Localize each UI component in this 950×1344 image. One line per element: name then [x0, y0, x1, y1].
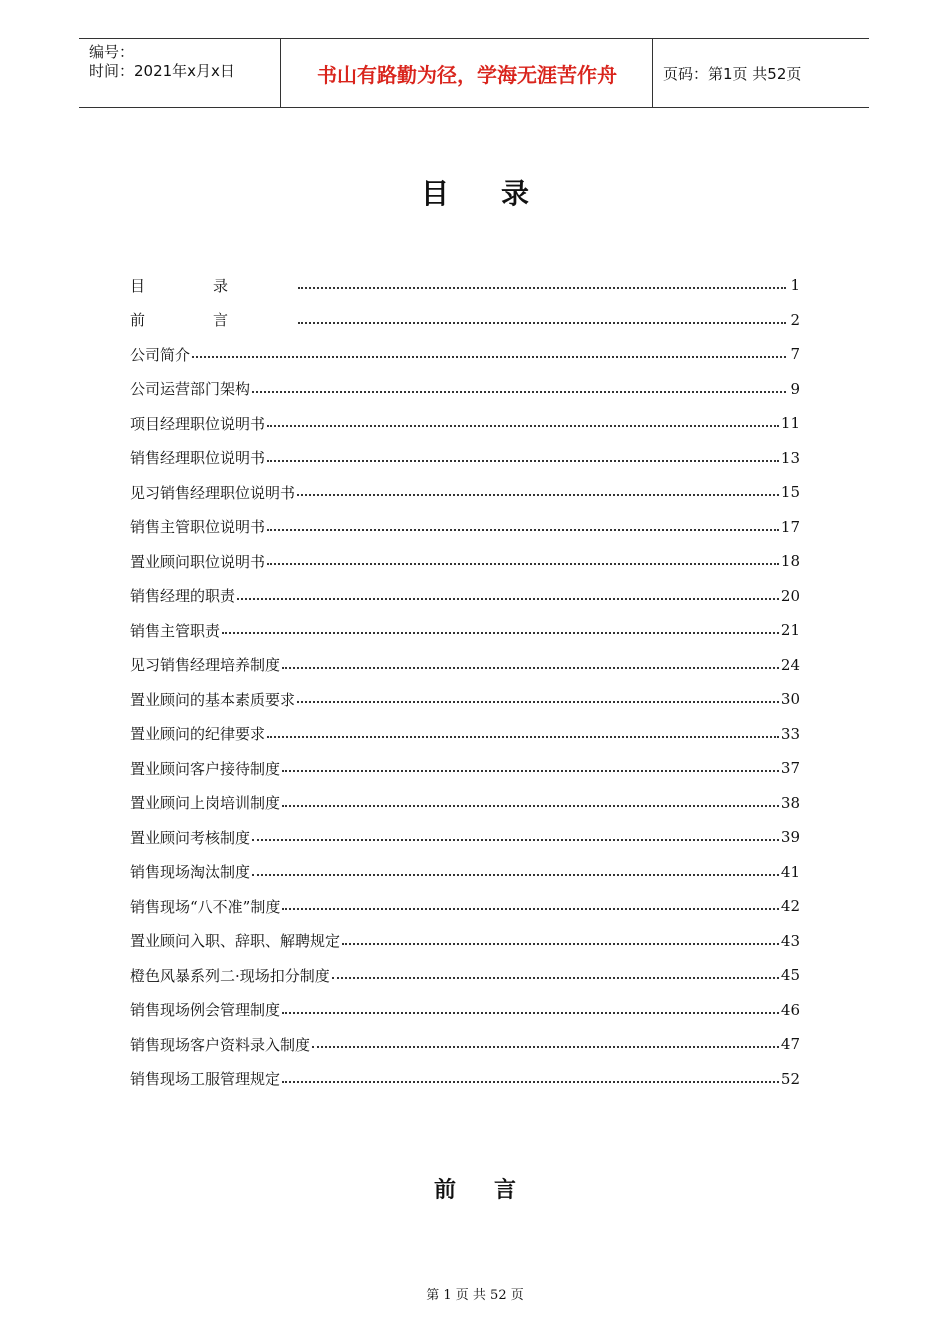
section-title-preface: 前言: [433, 1177, 554, 1203]
toc-leader-dots: [332, 977, 779, 979]
toc-leader-dots: [282, 770, 779, 772]
toc-entry-title: 公司简介: [130, 345, 191, 364]
toc-leader-dots: [267, 529, 779, 531]
toc-entry-page: 21: [780, 621, 800, 640]
toc-entry[interactable]: [130, 855, 800, 890]
toc-leader-dots: [267, 563, 779, 565]
toc-leader-dots: [312, 1046, 779, 1048]
toc-entry-title: 置业顾问考核制度: [130, 828, 251, 847]
toc-leader-dots: [282, 908, 779, 910]
toc-entry-title: 销售主管职责: [130, 621, 221, 640]
document-number-label: 编号：: [89, 43, 135, 61]
toc-title: 目录: [420, 177, 581, 210]
toc-leader-dots: [192, 356, 786, 358]
toc-leader-dots: [237, 598, 779, 600]
toc-entry-page: 37: [780, 759, 800, 778]
toc-leader-dots: [282, 805, 779, 807]
toc-entry-page: 38: [780, 793, 800, 812]
toc-leader-dots: [267, 460, 779, 462]
header-middle-cell: [281, 39, 653, 107]
toc-entry[interactable]: [130, 441, 800, 476]
toc-leader-dots: [297, 494, 779, 496]
toc-entry-page: 24: [780, 655, 800, 674]
toc-entry-page: 52: [780, 1069, 800, 1088]
toc-entry-page: 18: [780, 552, 800, 571]
toc-entry-page: 1: [790, 276, 800, 295]
toc-leader-dots: [252, 874, 779, 876]
toc-entry-title: 销售经理的职责: [130, 587, 236, 606]
toc-entry-title: 销售现场工服管理规定: [130, 1070, 281, 1089]
toc-leader-dots: [282, 667, 779, 669]
toc-entry-title: 销售现场“八不准”制度: [130, 897, 281, 916]
toc-entry[interactable]: [130, 786, 800, 821]
toc-entry-title: 销售主管职位说明书: [130, 518, 266, 537]
toc-entry-page: 30: [780, 690, 800, 709]
page-footer: 第 1 页 共 52 页: [426, 1288, 524, 1303]
toc-entry-title: 销售现场例会管理制度: [130, 1001, 281, 1020]
toc-entry-page: 33: [780, 724, 800, 743]
toc-entry[interactable]: [130, 475, 800, 510]
toc-entry-page: 41: [780, 862, 800, 881]
toc-entry[interactable]: [130, 303, 800, 338]
header-right-cell: [653, 39, 869, 107]
document-time-label: 时间：2021年x月x日: [89, 62, 235, 80]
toc-entry-title: 置业顾问的基本素质要求: [130, 690, 296, 709]
toc-entry[interactable]: [130, 544, 800, 579]
toc-entry[interactable]: [130, 717, 800, 752]
toc-entry[interactable]: [130, 924, 800, 959]
toc-entry-page: 11: [780, 414, 800, 433]
toc-entry-page: 2: [790, 310, 800, 329]
toc-entry[interactable]: [130, 751, 800, 786]
toc-entry-page: 45: [780, 966, 800, 985]
toc-entry[interactable]: [130, 372, 800, 407]
header-page-info: 页码：第1页 共52页: [663, 65, 802, 83]
header-left-cell: [79, 39, 281, 107]
header-motto: 书山有路勤为径，学海无涯苦作舟: [317, 63, 617, 87]
toc-entry-title: 见习销售经理培养制度: [130, 656, 281, 675]
toc-leader-dots: [252, 839, 779, 841]
toc-entry[interactable]: [130, 889, 800, 924]
toc-leader-dots: [297, 701, 779, 703]
toc-leader-dots: [267, 736, 779, 738]
toc-leader-dots: [298, 322, 786, 324]
toc-entry-page: 7: [790, 345, 800, 364]
toc-entry-page: 20: [780, 586, 800, 605]
toc-entry-page: 17: [780, 517, 800, 536]
toc-entry[interactable]: [130, 268, 800, 303]
toc-entry-title: 见习销售经理职位说明书: [130, 483, 296, 502]
toc-leader-dots: [298, 287, 786, 289]
toc-entry-title: 销售现场淘汰制度: [130, 863, 251, 882]
toc-entry-page: 13: [780, 448, 800, 467]
toc-entry[interactable]: [130, 648, 800, 683]
toc-entry-title: 置业顾问客户接待制度: [130, 759, 281, 778]
toc-entry-title: 置业顾问职位说明书: [130, 552, 266, 571]
toc-entry[interactable]: [130, 579, 800, 614]
toc-entry-title: 销售经理职位说明书: [130, 449, 266, 468]
toc-entry[interactable]: [130, 613, 800, 648]
toc-entry[interactable]: [130, 820, 800, 855]
toc-entry-title: 橙色风暴系列二·现场扣分制度: [130, 966, 330, 985]
toc-leader-dots: [282, 1081, 779, 1083]
toc-entry-page: 47: [780, 1035, 800, 1054]
toc-entry[interactable]: [130, 1062, 800, 1097]
toc-entry[interactable]: [130, 337, 800, 372]
table-of-contents: [130, 268, 800, 1096]
toc-entry-title: 销售现场客户资料录入制度: [130, 1035, 311, 1054]
toc-leader-dots: [342, 943, 779, 945]
toc-leader-dots: [222, 632, 779, 634]
toc-entry-title: 目录: [130, 276, 297, 295]
toc-entry-page: 42: [780, 897, 800, 916]
toc-entry-title: 公司运营部门架构: [130, 380, 251, 399]
toc-entry[interactable]: [130, 958, 800, 993]
toc-entry-title: 项目经理职位说明书: [130, 414, 266, 433]
toc-leader-dots: [267, 425, 779, 427]
toc-entry[interactable]: [130, 993, 800, 1028]
toc-entry[interactable]: [130, 682, 800, 717]
toc-entry-page: 46: [780, 1000, 800, 1019]
page-header: [79, 38, 869, 108]
toc-leader-dots: [282, 1012, 779, 1014]
toc-entry-title: 置业顾问上岗培训制度: [130, 794, 281, 813]
toc-entry-title: 置业顾问的纪律要求: [130, 725, 266, 744]
toc-entry-page: 15: [780, 483, 800, 502]
toc-entry-title: 前言: [130, 311, 297, 330]
toc-entry-title: 置业顾问入职、辞职、解聘规定: [130, 932, 341, 951]
toc-entry-page: 39: [780, 828, 800, 847]
toc-entry[interactable]: [130, 406, 800, 441]
toc-entry-page: 43: [780, 931, 800, 950]
toc-entry[interactable]: [130, 510, 800, 545]
toc-leader-dots: [252, 391, 786, 393]
toc-entry-page: 9: [790, 379, 800, 398]
toc-entry[interactable]: [130, 1027, 800, 1062]
